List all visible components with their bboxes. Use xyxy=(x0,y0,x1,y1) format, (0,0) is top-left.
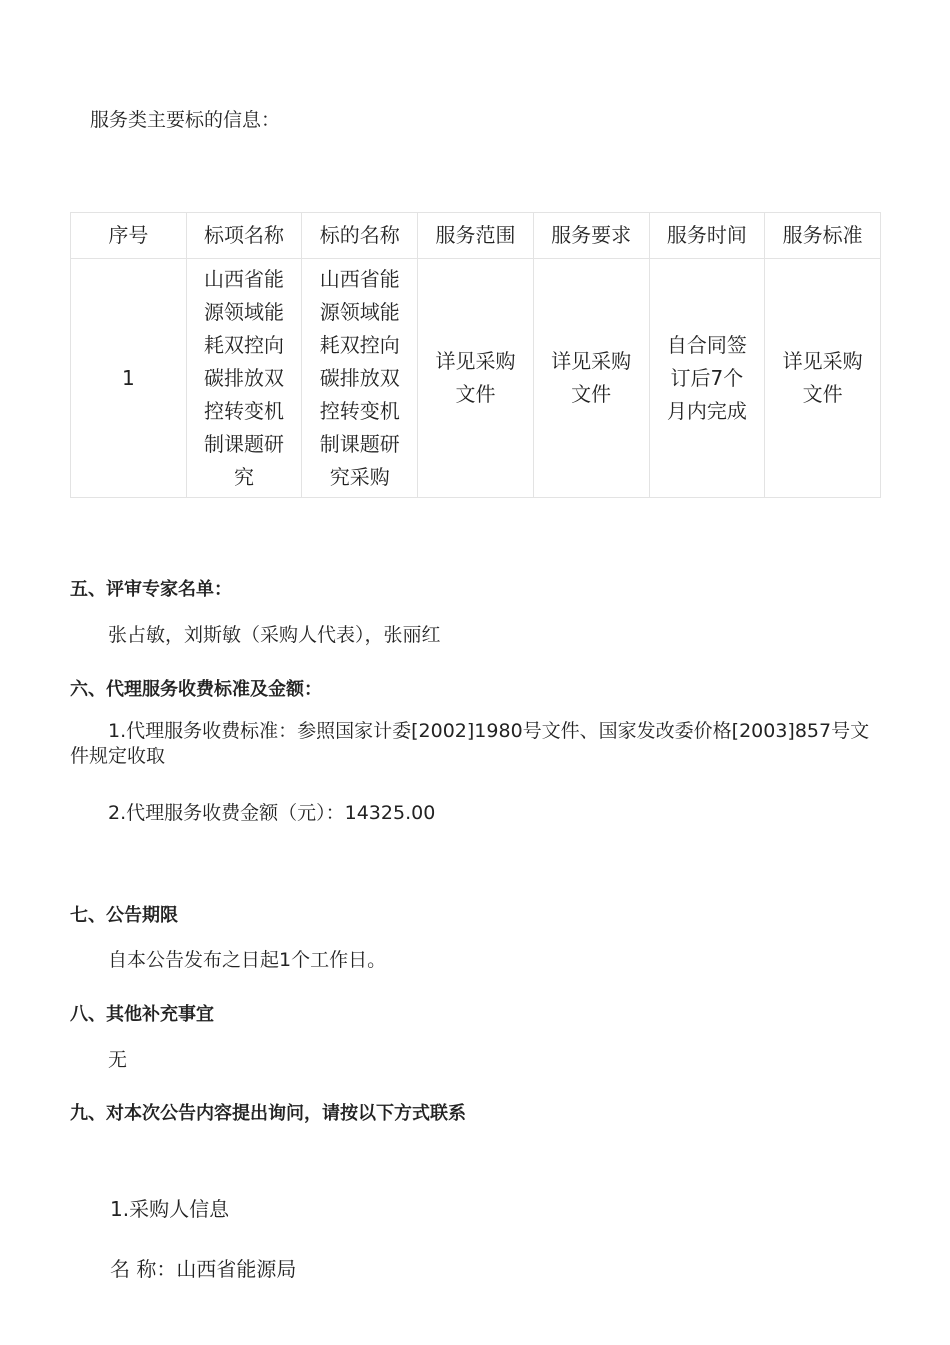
section-7-text: 自本公告发布之日起1个工作日。 xyxy=(108,949,387,971)
section-8-text: 无 xyxy=(108,1049,128,1071)
section-6-title: 六、代理服务收费标准及金额： xyxy=(70,679,322,700)
table-cell: 山西省能源领域能耗双控向碳排放双控转变机制课题研究采购 xyxy=(302,259,418,498)
purchaser-name-label: 名 称： xyxy=(110,1257,177,1281)
table-header-cell: 服务范围 xyxy=(418,213,534,259)
service-table xyxy=(70,212,881,498)
table-cell: 详见采购文件 xyxy=(533,259,649,498)
table-cell: 自合同签订后7个月内完成 xyxy=(649,259,765,498)
section-6-item-1: 1.代理服务收费标准：参照国家计委[2002]1980号文件、国家发改委价格[2003]857号文件规定收取 xyxy=(70,720,870,767)
table-cell: 详见采购文件 xyxy=(765,259,881,498)
purchaser-name-value: 山西省能源局 xyxy=(176,1257,297,1281)
table-header-cell: 标项名称 xyxy=(186,213,302,259)
intro-text: 服务类主要标的信息： xyxy=(90,109,281,131)
table-header-cell: 序号 xyxy=(71,213,187,259)
section-8-title: 八、其他补充事宜 xyxy=(70,1004,214,1025)
purchaser-name-row xyxy=(110,1253,296,1282)
table-header-cell: 服务要求 xyxy=(533,213,649,259)
table-cell: 山西省能源领域能耗双控向碳排放双控转变机制课题研究 xyxy=(186,259,302,498)
table-cell: 1 xyxy=(71,259,187,498)
table-header-cell: 服务标准 xyxy=(765,213,881,259)
table-cell: 详见采购文件 xyxy=(418,259,534,498)
section-9-title: 九、对本次公告内容提出询问，请按以下方式联系 xyxy=(70,1103,466,1124)
table-header-cell: 服务时间 xyxy=(649,213,765,259)
section-6-item-2: 2.代理服务收费金额（元）：14325.00 xyxy=(108,802,436,824)
table-header-cell: 标的名称 xyxy=(302,213,418,259)
section-7-title: 七、公告期限 xyxy=(70,905,178,926)
table-header-row xyxy=(71,213,881,259)
section-5-text: 张占敏，刘斯敏（采购人代表），张丽红 xyxy=(108,624,441,646)
table-row xyxy=(71,259,881,498)
section-5-title: 五、评审专家名单： xyxy=(70,579,232,600)
purchaser-info-title: 1.采购人信息 xyxy=(110,1197,230,1221)
